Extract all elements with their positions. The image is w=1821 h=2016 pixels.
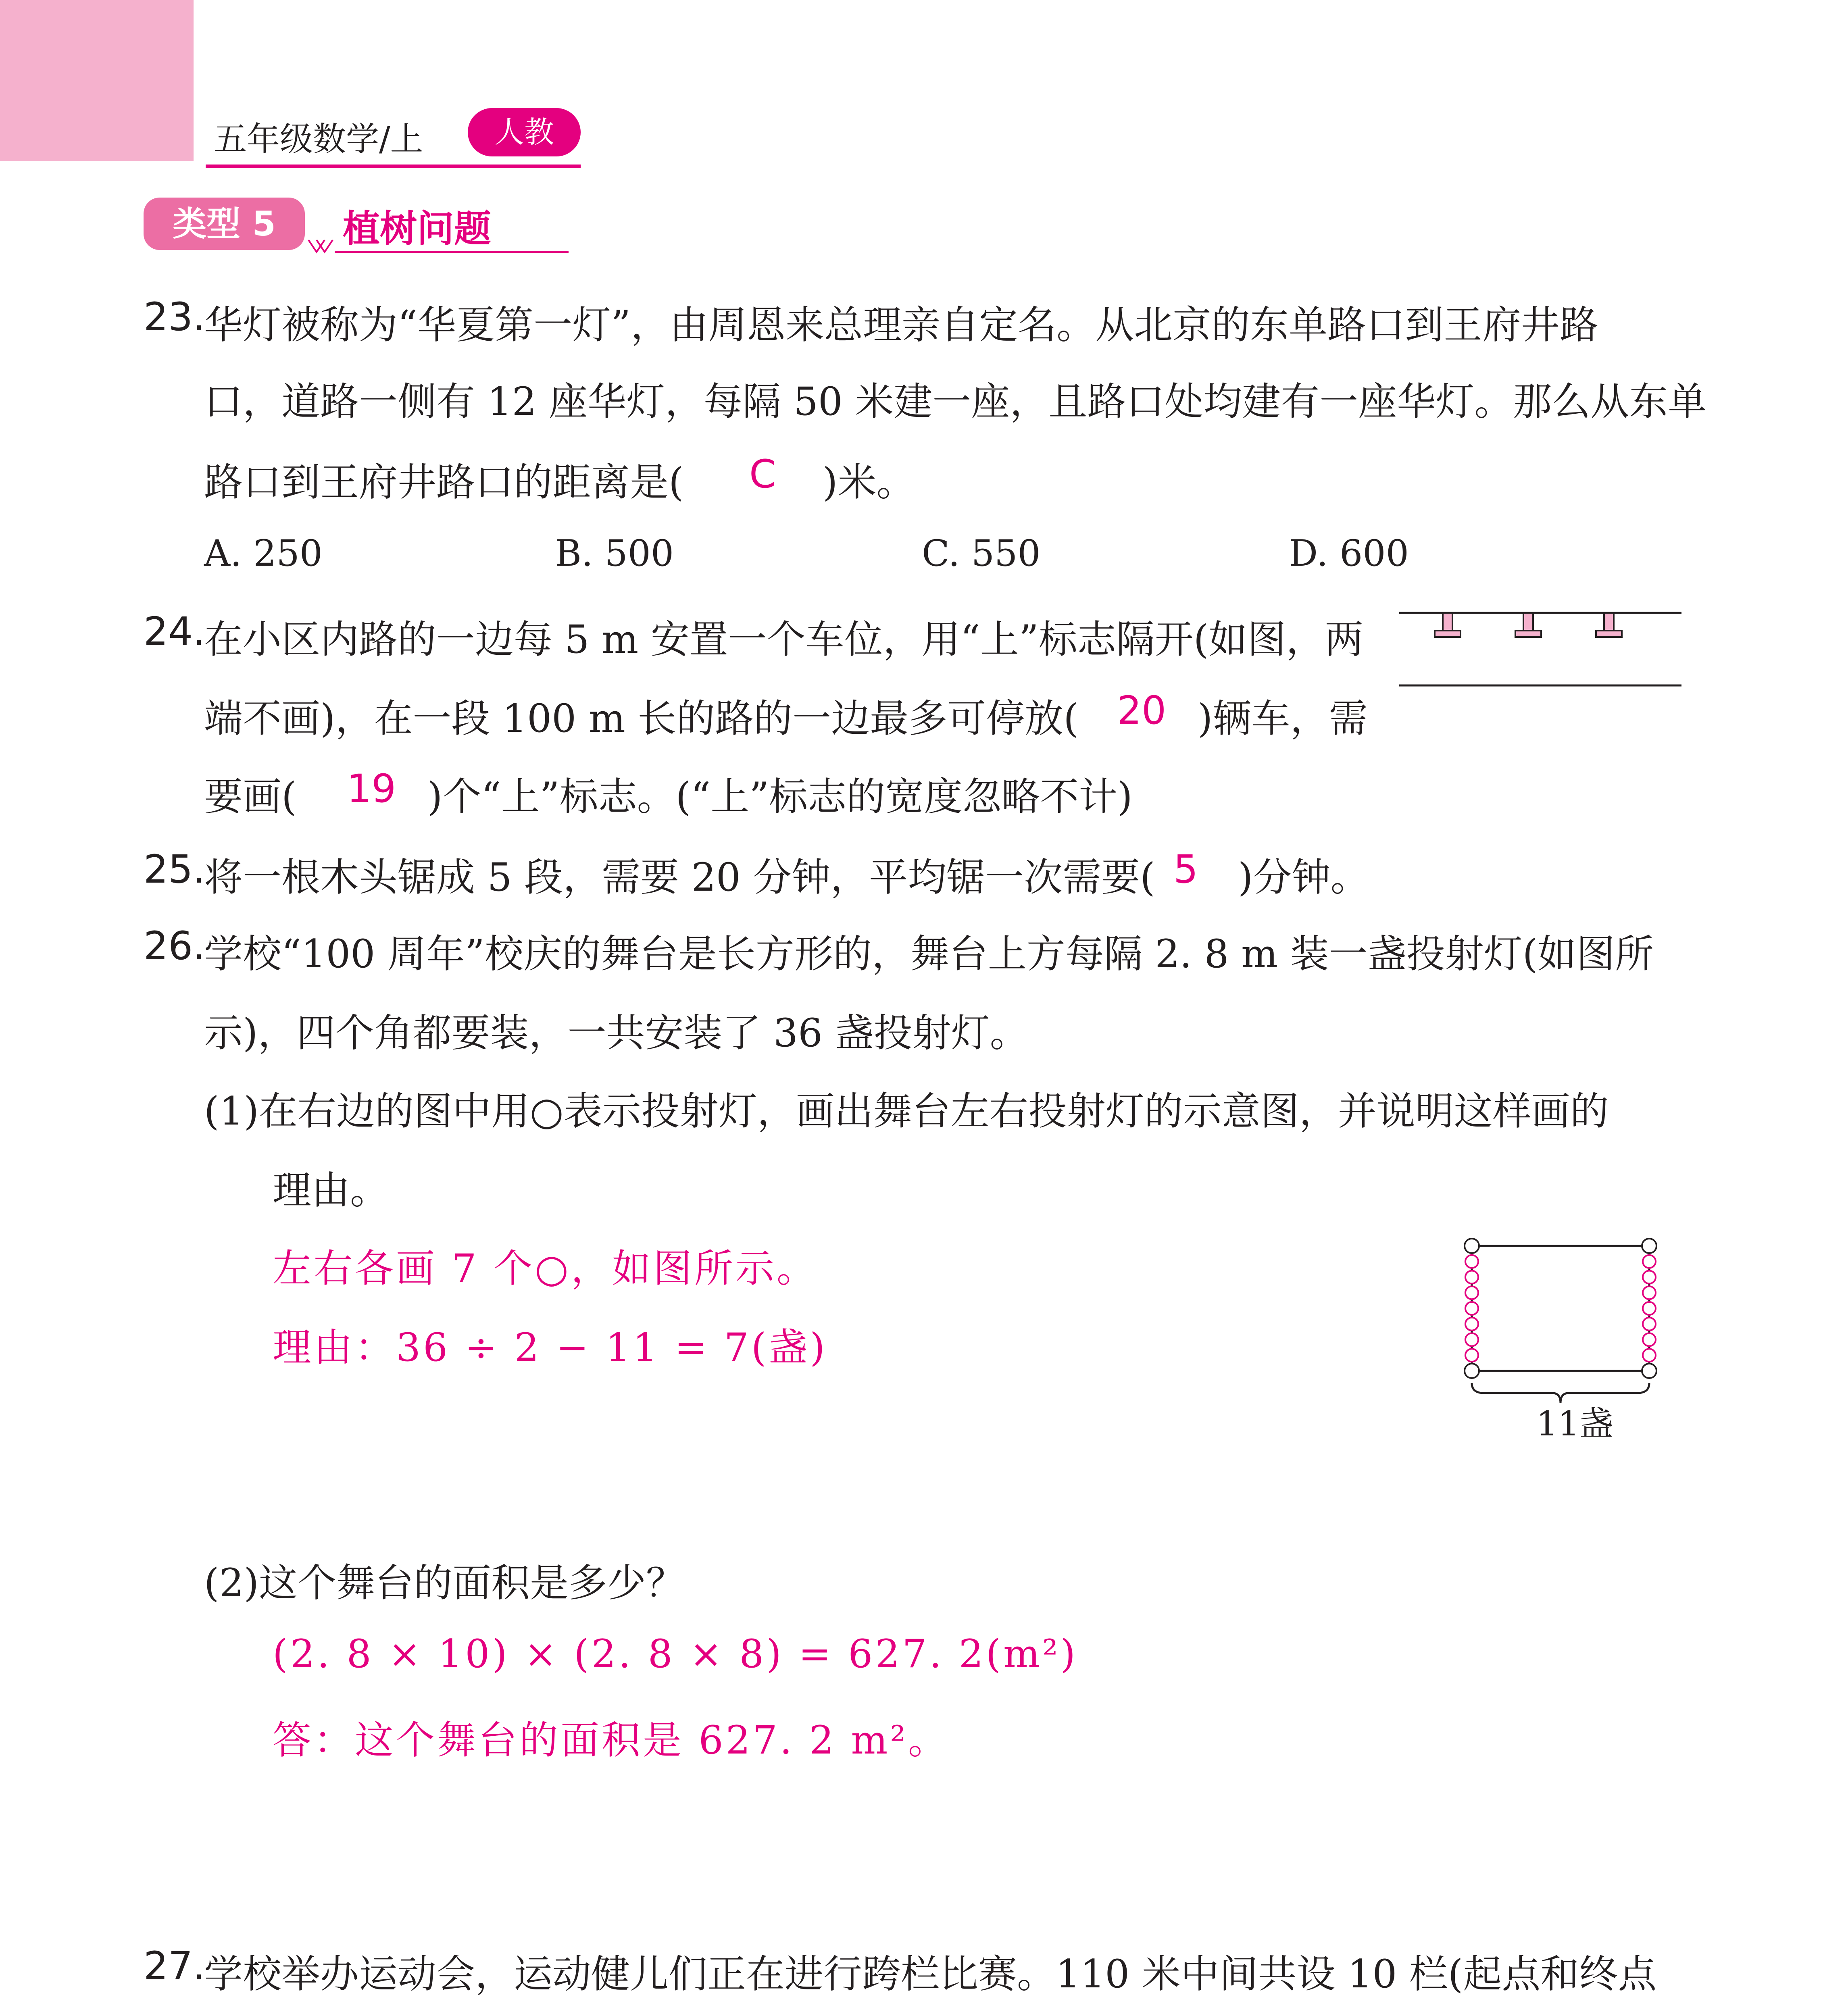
corner-lamp-icon [1465,1239,1479,1253]
right-lamp-icon [1643,1255,1656,1268]
corner-lamp-icon [1642,1239,1656,1253]
q23-option-c: C. 550 [922,532,1041,575]
q24-answer-cars: 20 [1117,688,1167,733]
corner-lamp-icon [1465,1364,1479,1378]
q23-answer: C [749,452,777,497]
q26-part1-line2: 理由。 [273,1168,389,1213]
q23-line3b: )米。 [823,460,915,505]
q23-option-b: B. 500 [555,532,674,575]
q24-line3a: 要画( [204,774,297,819]
q23-line1: 华灯被称为“华夏第一灯”，由周恩来总理亲自定名。从北京的东单路口到王府井路 [204,302,1599,348]
q26-line2: 示)，四个角都要装，一共安装了 36 盏投射灯。 [204,1010,1029,1056]
right-lamp-icon [1643,1333,1656,1346]
left-lamp-icon [1465,1333,1478,1346]
q24-line1: 在小区内路的一边每 5 m 安置一个车位，用“上”标志隔开(如图，两 [204,617,1364,662]
left-lamp-icon [1465,1318,1478,1331]
right-lamp-icon [1643,1286,1656,1299]
q27-number: 27. [144,1943,205,1989]
lamp-count-label: 11盏 [1536,1404,1613,1443]
q25-line1a: 将一根木头锯成 5 段，需要 20 分钟，平均锯一次需要( [204,855,1155,900]
q26-part1-answer1: 左右各画 7 个○，如图所示。 [273,1246,818,1291]
left-lamp-icon [1465,1286,1478,1299]
q25-line1b: )分钟。 [1238,855,1369,900]
q26-part2-answer2: 答：这个舞台的面积是 627. 2 m²。 [273,1718,949,1763]
width-brace [1472,1383,1649,1403]
q26-part2-question: (2)这个舞台的面积是多少？ [204,1560,685,1606]
left-lamp-icon [1465,1255,1478,1268]
q25-answer: 5 [1173,847,1198,892]
q26-part2-answer1: (2. 8 × 10) × (2. 8 × 8) = 627. 2(m²) [273,1631,1078,1677]
parking-diagram [1399,605,1681,694]
left-lamp-icon [1465,1271,1478,1284]
q26-number: 26. [144,923,205,968]
left-lamp-icon [1465,1302,1478,1315]
grade-label: 五年级数学/上 [214,120,423,158]
q26-part1-line1: (1)在右边的图中用○表示投射灯，画出舞台左右投射灯的示意图，并说明这样画的 [204,1089,1609,1134]
type-badge: 类型 5 [144,198,305,250]
q23-line2: 口，道路一侧有 12 座华灯，每隔 50 米建一座，且路口处均建有一座华灯。那么从东单 [204,379,1707,424]
section-divider-icon [306,238,339,254]
stage-diagram [1444,1234,1686,1460]
q23-option-a: A. 250 [204,532,323,575]
left-lamp-icon [1465,1349,1478,1362]
q26-part1-answer2: 理由：36 ÷ 2 − 11 = 7(盏) [273,1325,827,1370]
q24-number: 24. [144,609,205,654]
q26-line1: 学校“100 周年”校庆的舞台是长方形的，舞台上方每隔 2. 8 m 装一盏投射灯(如图所 [204,931,1654,977]
parking-sign-icon [1515,613,1541,637]
section-underline [335,251,569,253]
q23-option-d: D. 600 [1289,532,1409,575]
parking-sign-icon [1435,613,1461,637]
q24-line2a: 端不画)，在一段 100 m 长的路的一边最多可停放( [204,696,1079,741]
edition-badge: 人教 [468,108,581,156]
right-lamp-icon [1643,1271,1656,1284]
corner-tab [0,0,194,161]
q25-number: 25. [144,847,205,892]
q24-answer-signs: 19 [347,766,396,811]
right-lamp-icon [1643,1349,1656,1362]
header-rule [206,165,581,168]
right-lamp-icon [1643,1302,1656,1315]
parking-sign-icon [1596,613,1622,637]
section-title: 植树问题 [343,207,492,250]
q24-line3b: )个“上”标志。(“上”标志的宽度忽略不计) [427,774,1133,819]
q27-line1: 学校举办运动会，运动健儿们正在进行跨栏比赛。110 米中间共设 10 栏(起点和终点 [204,1951,1657,1997]
right-lamp-icon [1643,1318,1656,1331]
q23-number: 23. [144,294,205,339]
corner-lamp-icon [1642,1364,1656,1378]
stage-rect [1472,1246,1649,1371]
q23-line3a: 路口到王府井路口的距离是( [204,460,684,505]
q24-line2b: )辆车，需 [1198,696,1368,741]
